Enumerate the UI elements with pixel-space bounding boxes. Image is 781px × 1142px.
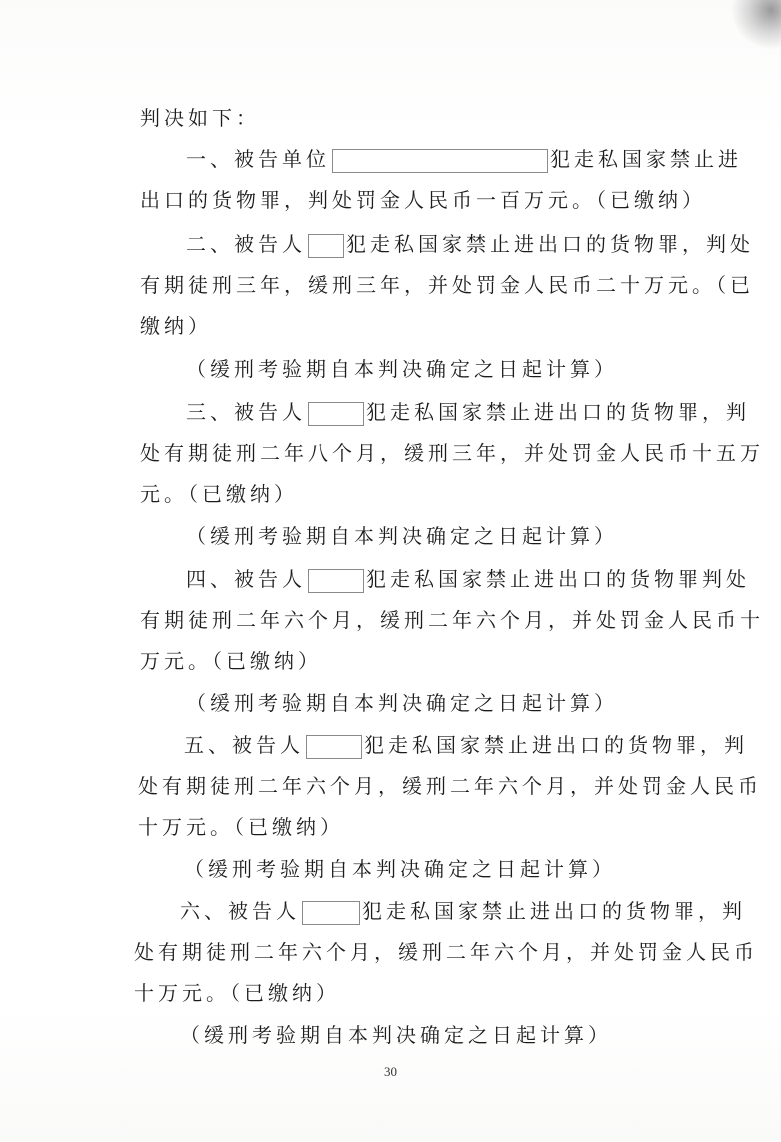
intro-line: 判决如下： <box>140 106 260 130</box>
item-6-line-3: 十万元。（已缴纳） <box>134 981 340 1005</box>
item-1-prefix: 一、被告单位 <box>186 147 330 171</box>
item-6-prefix: 六、被告人 <box>180 899 300 923</box>
item-6-line-1 <box>180 899 746 925</box>
item-5-note: （缓刑考验期自本判决确定之日起计算） <box>184 857 616 881</box>
item-1-text: 犯走私国家禁止进 <box>550 147 742 171</box>
item-3-text: 犯走私国家禁止进出口的货物罪，判 <box>366 400 750 424</box>
redacted-name-box <box>308 402 364 426</box>
item-5-line-3: 十万元。（已缴纳） <box>138 815 344 839</box>
item-5-line-1 <box>184 733 748 759</box>
item-3-line-1 <box>186 400 750 426</box>
item-5-text: 犯走私国家禁止进出口的货物罪，判 <box>364 733 748 757</box>
item-5-line-2: 处有期徒刑二年六个月，缓刑二年六个月，并处罚金人民币 <box>138 774 762 798</box>
item-4-line-3: 万元。（已缴纳） <box>140 649 322 673</box>
redacted-name-box <box>308 234 344 258</box>
page-number: 30 <box>384 1064 397 1079</box>
item-2-line-3: 缴纳） <box>140 314 212 338</box>
item-2-prefix: 二、被告人 <box>186 232 306 256</box>
redacted-name-box <box>306 735 362 759</box>
item-2-text: 犯走私国家禁止进出口的货物罪，判处 <box>346 232 754 256</box>
item-4-line-2: 有期徒刑二年六个月，缓刑二年六个月，并处罚金人民币十 <box>140 608 764 632</box>
item-6-text: 犯走私国家禁止进出口的货物罪，判 <box>362 899 746 923</box>
redacted-name-box <box>332 149 548 173</box>
item-2-line-1 <box>186 232 754 258</box>
item-1-line-2: 出口的货物罪，判处罚金人民币一百万元。（已缴纳） <box>140 188 706 212</box>
redacted-name-box <box>308 569 364 593</box>
item-3-note: （缓刑考验期自本判决确定之日起计算） <box>186 524 618 548</box>
item-3-line-3: 元。（已缴纳） <box>140 482 298 506</box>
item-4-note: （缓刑考验期自本判决确定之日起计算） <box>186 691 618 715</box>
item-4-line-1 <box>186 567 750 593</box>
item-6-line-2: 处有期徒刑二年六个月，缓刑二年六个月，并处罚金人民币 <box>134 940 758 964</box>
item-3-prefix: 三、被告人 <box>186 400 306 424</box>
redacted-name-box <box>302 901 360 925</box>
item-5-prefix: 五、被告人 <box>184 733 304 757</box>
item-4-prefix: 四、被告人 <box>186 567 306 591</box>
item-2-line-2: 有期徒刑三年，缓刑三年，并处罚金人民币二十万元。（已 <box>140 273 754 297</box>
scan-shadow <box>731 0 781 50</box>
item-1-line-1 <box>186 147 742 173</box>
item-3-line-2: 处有期徒刑二年八个月，缓刑三年，并处罚金人民币十五万 <box>140 441 764 465</box>
item-2-note: （缓刑考验期自本判决确定之日起计算） <box>186 357 618 381</box>
item-4-text: 犯走私国家禁止进出口的货物罪判处 <box>366 567 750 591</box>
item-6-note: （缓刑考验期自本判决确定之日起计算） <box>180 1023 612 1047</box>
